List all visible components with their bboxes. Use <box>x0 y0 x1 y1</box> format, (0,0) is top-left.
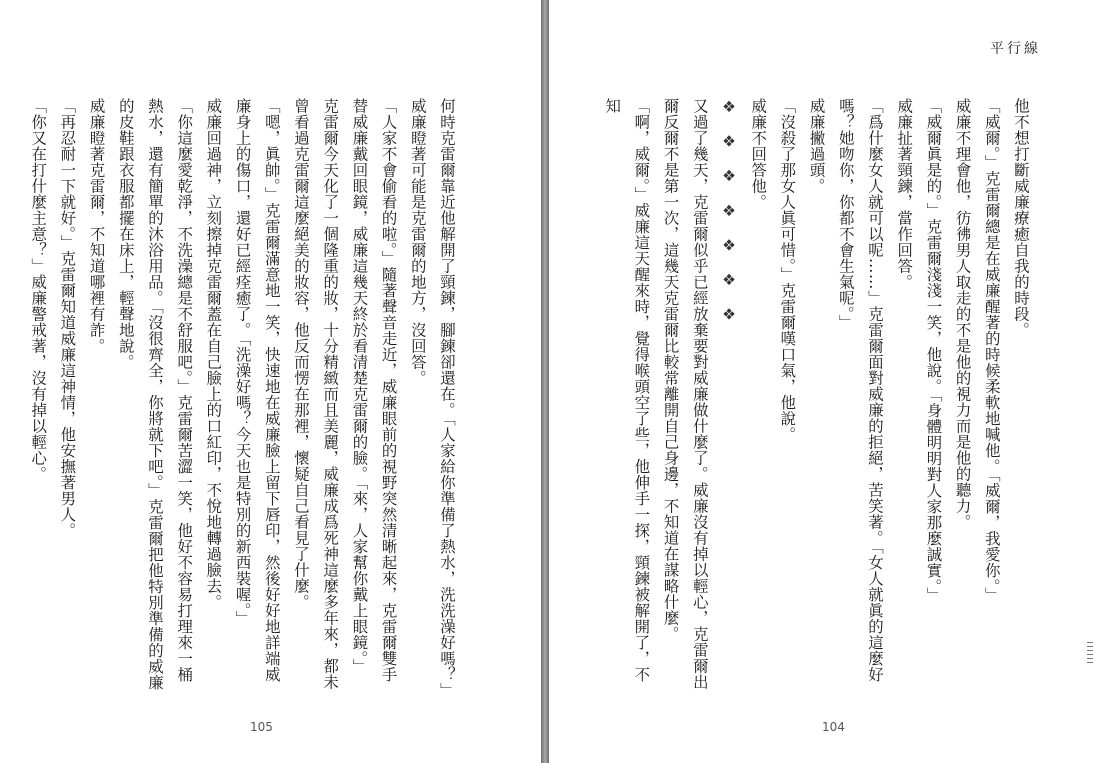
running-head: 平行線 <box>990 41 1041 57</box>
right-page <box>549 0 1095 763</box>
paragraph: 威廉撇過頭。 <box>807 98 826 194</box>
paragraph: 「威爾。」克雷爾總是在威廉醒著的時候柔軟地喊他。「威爾，我愛你。」 <box>982 98 1001 603</box>
paragraph: 「爲什麼女人就可以呢……」克雷爾面對威廉的拒絕，苦笑著。「女人就眞的這麼好嗎？她吻你，你都不會生氣呢。」 <box>836 98 884 683</box>
page-number: 105 <box>250 720 273 734</box>
right-page-text <box>575 98 1035 698</box>
paragraph: 「啊，威爾。」威廉這天醒來時，覺得喉頭空了些，他伸手一探，頸鍊被解開了，不知 <box>603 98 651 683</box>
paragraph: 克雷爾今天化了一個隆重的妝，十分精緻而且美麗，威廉成爲死神這麼多年來，都未曾看過克雷爾這麼絕美的妝容，他反而愣在那裡，懷疑自己看見了什麼。 <box>291 98 340 690</box>
paragraph: 「你這麼愛乾淨，不洗澡總是不舒服吧。」克雷爾苦澀一笑，他好不容易打理來一桶熱水，還有簡單的沐浴用品。「沒很齊全，你將就下吧。」克雷爾把他特別準備的威廉的皮鞋跟衣服都擺在床上，輕聲地說。 <box>116 98 194 691</box>
left-page <box>0 0 541 763</box>
paragraph: 威廉回過神，立刻擦掉克雷爾蓋在自己臉上的口紅印，不悅地轉過臉去。 <box>204 98 223 610</box>
paragraph: 「沒殺了那女人眞可惜。」克雷爾嘆口氣，他說。 <box>778 98 797 443</box>
page-gutter <box>541 0 549 763</box>
paragraph: 他不想打斷威廉療癒自我的時段。 <box>1012 98 1030 338</box>
page-number: 104 <box>822 720 845 734</box>
paragraph: 「人家不會偷看的啦。」隨著聲音走近，威廉眼前的視野突然清晰起來，克雷爾雙手替威廉戴回眼鏡，威廉這幾天終於看清楚克雷爾的臉。「來，人家幫你戴上眼鏡。」 <box>350 98 398 683</box>
paragraph: 「嗯，眞帥。」克雷爾滿意地一笑，快速地在威廉臉上留下唇印，然後好好地詳端威廉身上的傷口，還好已經痊癒了。「洗澡好嗎？今天也是特別的新西裝喔。」 <box>233 98 281 683</box>
left-page-text <box>29 98 461 699</box>
paragraph: 何時克雷爾靠近他解開了頸鍊，腳鍊卻還在。「人家給你準備了熱水，洗洗澡好嗎？」 <box>438 98 456 699</box>
resize-grip[interactable] <box>1087 642 1093 664</box>
paragraph: 威廉扯著頸鍊，當作回答。 <box>895 98 914 290</box>
paragraph: 威廉不理會他，彷彿男人取走的不是他的視力而是他的聽力。 <box>953 98 972 530</box>
scene-break: ❖ ❖ ❖ ❖ ❖ ❖ ❖ <box>719 98 738 325</box>
paragraph: 威廉瞪著克雷爾，不知道哪裡有詐。 <box>87 98 106 354</box>
paragraph: 「你又在打什麼主意？」威廉警戒著，沒有掉以輕心。 <box>29 98 48 482</box>
paragraph: 威廉不回答他。 <box>749 98 768 210</box>
paragraph: 「再忍耐一下就好。」克雷爾知道威廉這神情，他安撫著男人。 <box>58 98 77 539</box>
paragraph: 威廉瞪著可能是克雷爾的地方，沒回答。 <box>408 98 427 386</box>
paragraph: 又過了幾天，克雷爾似乎已經放棄要對威廉做什麼了。威廉沒有掉以輕心，克雷爾出爾反爾不是第一次，這幾天克雷爾比較常離開自己身邊，不知道在謀略什麼。 <box>661 98 709 690</box>
paragraph: 「威爾眞是的。」克雷爾淺淺一笑，他說。「身體明明對人家那麼誠實。」 <box>924 98 943 603</box>
